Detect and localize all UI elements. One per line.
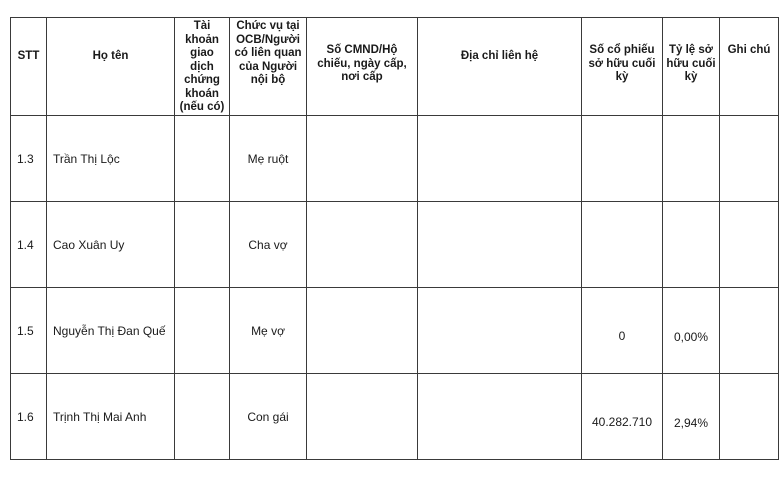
header-account: Tài khoản giao dịch chứng khoán (nếu có) [175, 18, 230, 116]
row-id-doc [307, 202, 418, 288]
header-ratio: Tỷ lệ sở hữu cuối kỳ [663, 18, 720, 116]
row-stt: 1.5 [11, 288, 47, 374]
header-note: Ghi chú [720, 18, 779, 116]
table-row [11, 374, 779, 460]
row-address [418, 116, 582, 202]
row-shares [582, 116, 663, 202]
row-ratio: 0,00% [663, 288, 720, 374]
table-row [11, 288, 779, 374]
header-stt: STT [11, 18, 47, 116]
row-note [720, 202, 779, 288]
row-ratio [663, 202, 720, 288]
row-ratio: 2,94% [663, 374, 720, 460]
row-id-doc [307, 288, 418, 374]
row-position: Mẹ ruột [230, 116, 307, 202]
row-address [418, 288, 582, 374]
row-stt: 1.3 [11, 116, 47, 202]
row-note [720, 374, 779, 460]
insider-holdings-table [10, 17, 779, 460]
row-position: Con gái [230, 374, 307, 460]
row-note [720, 288, 779, 374]
row-name: Trần Thị Lộc [47, 116, 175, 202]
row-shares: 0 [582, 288, 663, 374]
row-address [418, 374, 582, 460]
row-name: Nguyễn Thị Đan Quế [47, 288, 175, 374]
row-stt: 1.6 [11, 374, 47, 460]
row-ratio [663, 116, 720, 202]
row-note [720, 116, 779, 202]
row-stt: 1.4 [11, 202, 47, 288]
header-address: Địa chỉ liên hệ [418, 18, 582, 116]
row-position: Mẹ vợ [230, 288, 307, 374]
table-row [11, 202, 779, 288]
header-position: Chức vụ tại OCB/Người có liên quan của Người nội bộ [230, 18, 307, 116]
row-shares: 40.282.710 [582, 374, 663, 460]
header-id-doc: Số CMND/Hộ chiếu, ngày cấp, nơi cấp [307, 18, 418, 116]
row-name: Trịnh Thị Mai Anh [47, 374, 175, 460]
row-account [175, 374, 230, 460]
row-account [175, 116, 230, 202]
row-shares [582, 202, 663, 288]
table-row [11, 116, 779, 202]
insider-holdings-table-container [10, 17, 779, 460]
row-account [175, 288, 230, 374]
header-row [11, 18, 779, 116]
row-position: Cha vợ [230, 202, 307, 288]
row-name: Cao Xuân Uy [47, 202, 175, 288]
header-name: Họ tên [47, 18, 175, 116]
row-address [418, 202, 582, 288]
row-account [175, 202, 230, 288]
row-id-doc [307, 116, 418, 202]
header-shares: Số cổ phiếu sở hữu cuối kỳ [582, 18, 663, 116]
row-id-doc [307, 374, 418, 460]
